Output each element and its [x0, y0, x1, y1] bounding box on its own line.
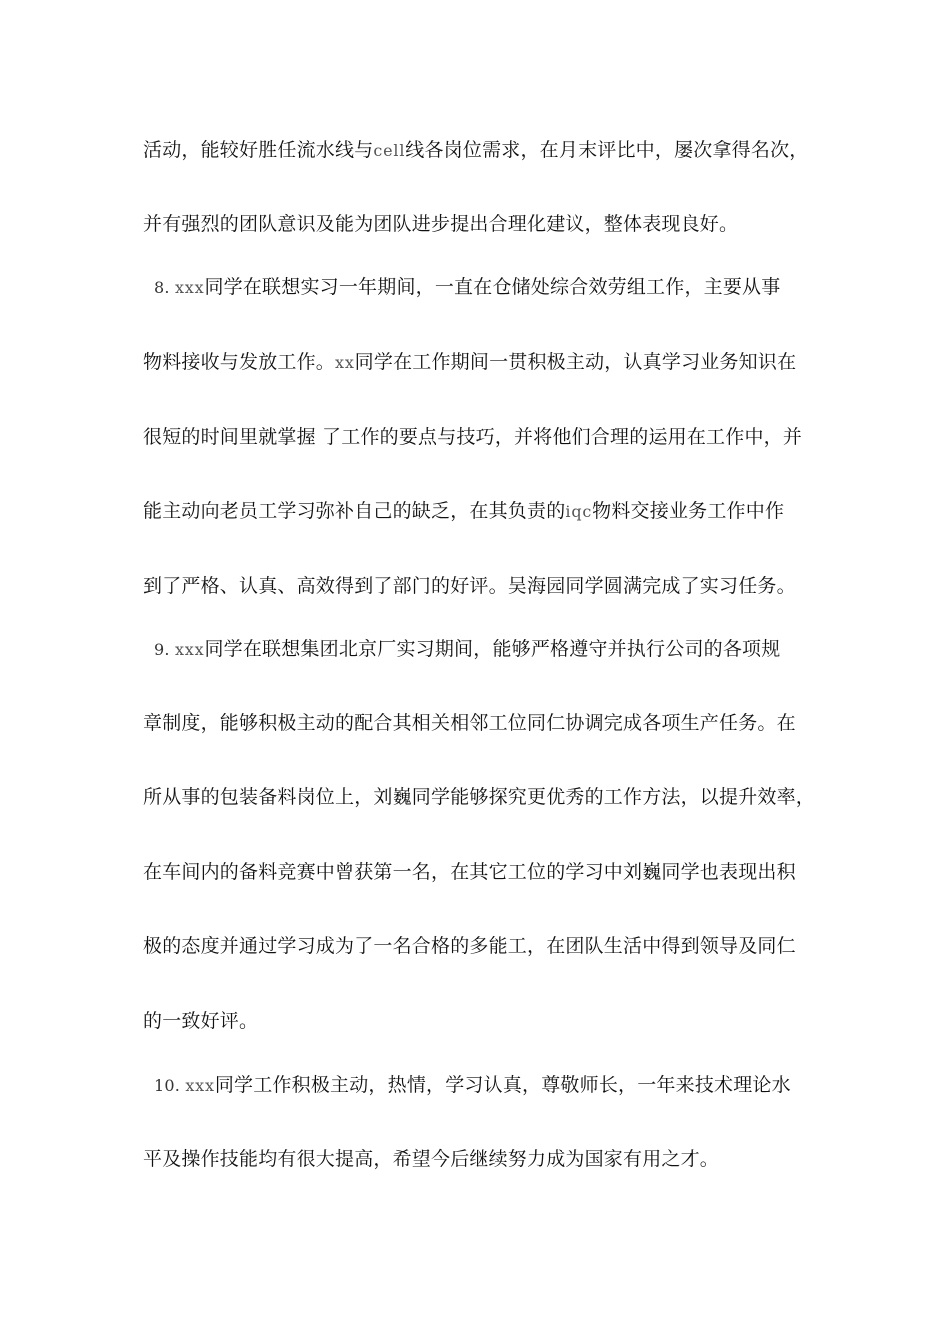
- text-segment: iqc: [565, 502, 593, 521]
- list-item-9-line: [154, 636, 834, 663]
- text-segment: 能主动向老员工学习弥补自己的缺乏，在其负责的: [143, 500, 566, 522]
- text-segment: xxx: [174, 278, 205, 297]
- paragraph-line: [143, 211, 823, 237]
- paragraph-line: [143, 710, 823, 736]
- text-segment: 在车间内的备料竞赛中曾获第一名，在其它工位的学习中刘巍同学也表现出积: [143, 861, 796, 883]
- text-segment: xxx: [185, 1076, 215, 1095]
- text-segment: 很短的时间里就掌握 了工作的要点与技巧，并将他们合理的运用在工作中，并: [143, 426, 803, 448]
- text-segment: 所从事的包装备料岗位上，刘巍同学能够探究更优秀的工作方法，以提升效率，: [143, 786, 816, 808]
- text-segment: 同学工作积极主动，热情，学习认真，尊敬师长，一年来技术理论水: [214, 1074, 791, 1096]
- paragraph-line: [143, 1146, 823, 1172]
- paragraph-line: [143, 933, 823, 959]
- text-segment: 的一致好评。: [143, 1010, 259, 1032]
- list-number: 9.: [154, 640, 175, 659]
- text-segment: 线各岗位需求，在月末评比中，屡次拿得名次，: [405, 139, 809, 161]
- text-segment: cell: [373, 141, 406, 160]
- list-item-10-line: [154, 1072, 834, 1099]
- text-segment: xx: [335, 353, 355, 372]
- text-segment: 并有强烈的团队意识及能为团队进步提出合理化建议，整体表现良好。: [143, 213, 739, 235]
- text-segment: 同学在联想实习一年期间，一直在仓储处综合效劳组工作，主要从事: [204, 276, 781, 298]
- list-item-8-line: [154, 274, 834, 301]
- text-segment: 活动，能较好胜任流水线与: [143, 139, 374, 161]
- paragraph-line: [143, 573, 823, 599]
- paragraph-line: [143, 1008, 823, 1034]
- list-number: 10.: [154, 1076, 186, 1095]
- text-segment: 同学在联想集团北京厂实习期间，能够严格遵守并执行公司的各项规: [204, 638, 781, 660]
- paragraph-line: [143, 424, 823, 450]
- text-segment: 平及操作技能均有很大提高，希望今后继续努力成为国家有用之才。: [143, 1148, 720, 1170]
- text-segment: 到了严格、认真、高效得到了部门的好评。吴海园同学圆满完成了实习任务。: [143, 575, 796, 597]
- text-segment: xxx: [174, 640, 205, 659]
- text-segment: 极的态度并通过学习成为了一名合格的多能工，在团队生活中得到领导及同仁: [143, 935, 796, 957]
- text-segment: 物料接收与发放工作。: [143, 351, 336, 373]
- paragraph-line: [143, 349, 823, 376]
- paragraph-line: [143, 784, 823, 810]
- list-number: 8.: [154, 278, 175, 297]
- text-segment: 物料交接业务工作中作: [592, 500, 785, 522]
- paragraph-line: [143, 859, 823, 885]
- paragraph-line: [143, 498, 823, 525]
- text-segment: 章制度，能够积极主动的配合其相关相邻工位同仁协调完成各项生产任务。在: [143, 712, 796, 734]
- text-segment: 同学在工作期间一贯积极主动，认真学习业务知识在: [354, 351, 797, 373]
- paragraph-line: [143, 137, 823, 164]
